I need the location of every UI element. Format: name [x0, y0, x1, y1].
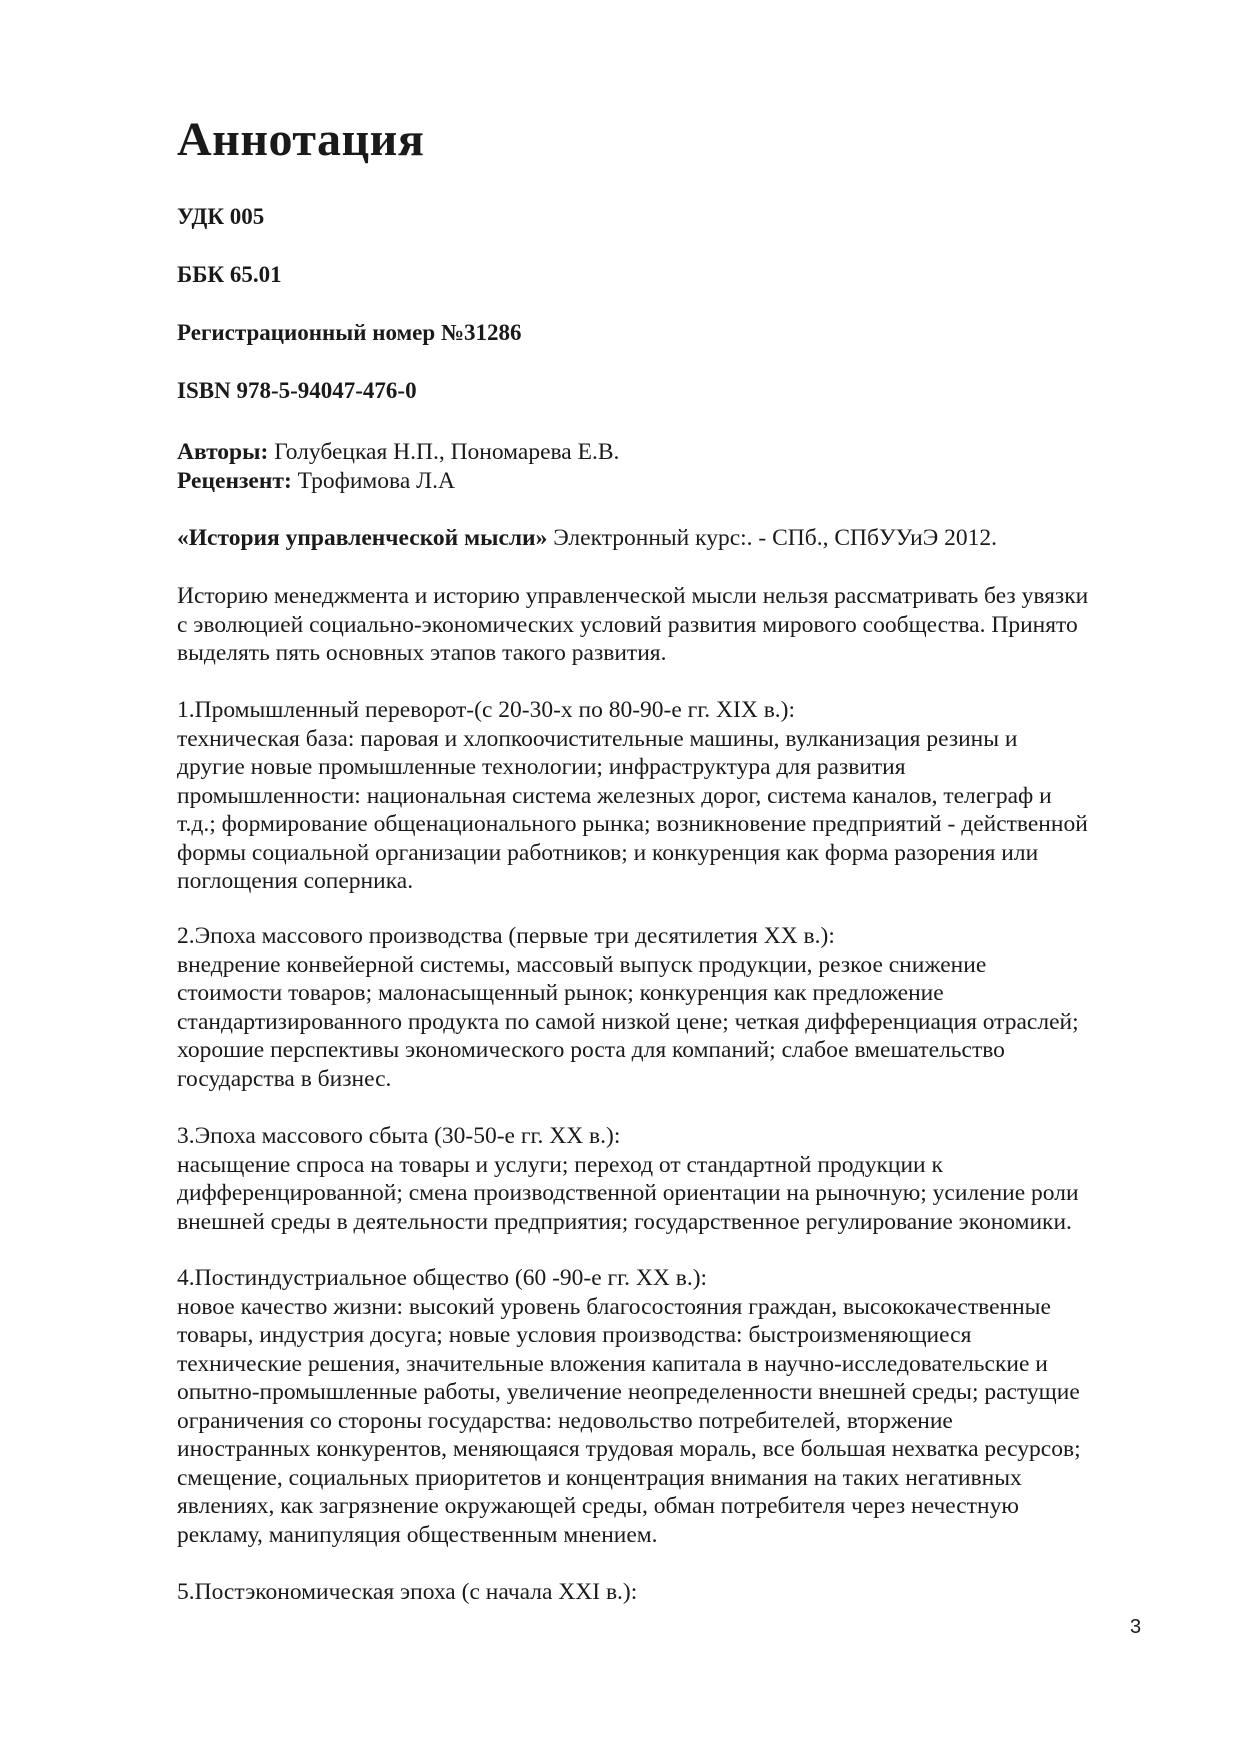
text-line: насыщение спроса на товары и услуги; переход от стандартной продукции к — [177, 1151, 943, 1178]
text-line: опытно-промышленные работы, увеличение неопределенности внешней среды; растущие — [177, 1379, 1080, 1405]
intro-paragraph — [177, 582, 1157, 668]
stage-3 — [177, 1122, 1157, 1236]
text-line: стоимости товаров; малонасыщенный рынок; конкуренция как предложение — [177, 980, 944, 1006]
text-line: ограничения со стороны государства: недовольство потребителей, вторжение — [177, 1407, 953, 1434]
text-line: т.д.; формирование общенационального рынка; возникновение предприятий - действенной — [177, 811, 1088, 837]
text-line: выделять пять основных этапов такого развития. — [177, 640, 667, 666]
page-title: Аннотация — [177, 113, 425, 166]
stage-heading: 1.Промышленный переворот-(с 20-30-х по 80-90-е гг. XIX в.): — [177, 697, 796, 723]
text-line: поглощения соперника. — [177, 868, 414, 894]
stage-5 — [177, 1578, 1157, 1607]
text-line: новое качество жизни: высокий уровень благосостояния граждан, высококачественные — [177, 1293, 1051, 1320]
text-line: иностранных конкурентов, меняющаяся трудовая мораль, все большая нехватка ресурсов; — [177, 1436, 1081, 1462]
authors-label: Авторы: — [177, 439, 269, 465]
text-line: смещение, социальных приоритетов и концентрация внимания на таких негативных — [177, 1464, 1022, 1491]
text-line: Историю менеджмента и историю управленческой мысли нельзя рассматривать без увязки — [177, 583, 1089, 609]
page-number: 3 — [1130, 1616, 1142, 1638]
text-line: хорошие перспективы экономического роста для компаний; слабое вмешательство — [177, 1037, 1005, 1063]
text-line: с эволюцией социально-экономических условий развития мирового сообщества. Принято — [177, 611, 1078, 638]
text-line: внешней среды в деятельности предприятия; государственное регулирование экономики. — [177, 1208, 1072, 1235]
stage-heading: 3.Эпоха массового сбыта (30-50-е гг. XX в.): — [177, 1123, 621, 1149]
reviewer-value: Трофимова Л.А — [297, 467, 455, 494]
stage-heading: 2.Эпоха массового производства (первые три десятилетия XX в.): — [177, 923, 835, 949]
text-line: товары, индустрия досуга; новые условия производства: быстроизменяющиеся — [177, 1322, 972, 1348]
text-line: явлениях, как загрязнение окружающей среды, обман потребителя через нечестную — [177, 1493, 1019, 1519]
udc-code: УДК 005 — [177, 204, 265, 229]
registration-number: Регистрационный номер №31286 — [177, 320, 522, 345]
text-line: техническая база: паровая и хлопкоочистительные машины, вулканизация резины и — [177, 725, 1018, 752]
text-line: дифференцированной; смена производственной ориентации на рыночную; усиление роли — [177, 1180, 1079, 1206]
course-info: Электронный курс:. - СПб., СПбУУиЭ 2012. — [553, 525, 998, 551]
text-line: государства в бизнес. — [177, 1065, 392, 1092]
stage-1 — [177, 696, 1157, 896]
text-line: внедрение конвейерной системы, массовый выпуск продукции, резкое снижение — [177, 951, 987, 978]
stage-4 — [177, 1264, 1157, 1549]
course-title: «История управленческой мысли» — [177, 525, 548, 551]
text-line: другие новые промышленные технологии; инфраструктура для развития — [177, 754, 906, 780]
authors-value: Голубецкая Н.П., Пономарева Е.В. — [274, 439, 620, 465]
text-line: промышленности: национальная система железных дорог, система каналов, телеграф и — [177, 782, 1052, 809]
text-line: формы социальной организации работников; и конкуренция как форма разорения или — [177, 839, 1039, 866]
bbk-code: ББК 65.01 — [177, 262, 282, 287]
stage-heading: 5.Постэкономическая эпоха (с начала XXI в.): — [177, 1579, 638, 1605]
isbn: ISBN 978-5-94047-476-0 — [177, 378, 417, 403]
credits — [177, 438, 1157, 495]
reviewer-label: Рецензент: — [177, 467, 292, 494]
stage-heading: 4.Постиндустриальное общество (60 -90-е гг. XX в.): — [177, 1265, 708, 1291]
stage-2 — [177, 922, 1157, 1093]
text-line: технические решения, значительные вложения капитала в научно-исследовательские и — [177, 1350, 1048, 1377]
authors-line — [177, 438, 1157, 467]
text-line: рекламу, манипуляция общественным мнением. — [177, 1521, 658, 1548]
text-line: стандартизированного продукта по самой низкой цене; четкая дифференциация отраслей; — [177, 1008, 1079, 1035]
course-citation — [177, 524, 1157, 553]
reviewer-line — [177, 467, 1157, 496]
